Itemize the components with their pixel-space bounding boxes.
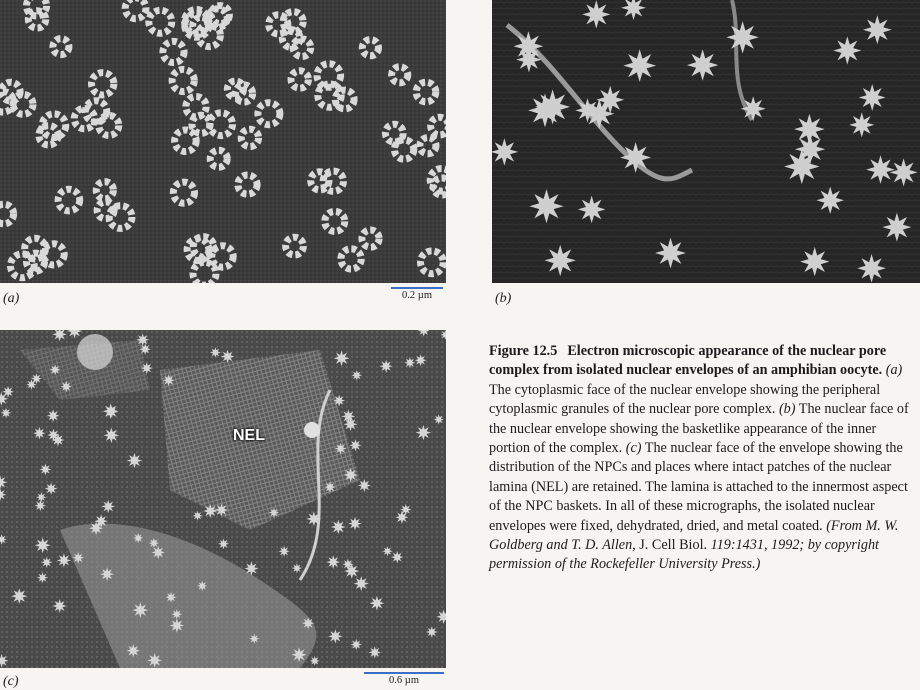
micrograph-a — [0, 0, 446, 283]
caption-credit-rest: 119:1431, 1992; by copyright permission of the Rockefeller University Press.) — [489, 537, 880, 573]
caption-title: Electron microscopic appearance of the nuclear pore complex from isolated nuclear envelopes of an amphibian oocyte. — [489, 343, 887, 379]
panel-label-c: (c) — [3, 674, 19, 689]
nel-annotation: NEL — [233, 427, 265, 444]
scale-bar-c — [364, 672, 444, 686]
caption-a-label: (a) — [885, 362, 903, 379]
panel-label-b: (b) — [495, 291, 512, 306]
caption-c-text: The nuclear face of the envelope showing the distribution of the NPCs and places where intact patches of the nuclear lamina (NEL) are retained. The lamina is attached to the innermost aspect of the NPC baskets. In all of these micrographs, the isolated nuclear envelopes were fixed, dehydrated, dried, and metal coated. — [489, 440, 908, 534]
caption-b-text: The nuclear face of the nuclear envelope showing the basketlike appearance of the inner portion of the complex. — [489, 401, 909, 457]
caption-credit-journal: J. Cell Biol. — [639, 537, 708, 554]
micrograph-b — [492, 0, 920, 283]
caption-credit-from: (From M. W. Goldberg and T. D. Allen, — [489, 517, 899, 554]
micrograph-c — [0, 330, 446, 668]
caption-c-label: (c) — [625, 440, 642, 457]
caption-b-label: (b) — [778, 401, 796, 418]
scale-label-c: 0.6 µm — [389, 675, 419, 686]
figure-caption — [489, 342, 920, 575]
caption-a-text: The cytoplasmic face of the nuclear envelope showing the peripheral cytoplasmic granules of the nuclear pore complex. — [489, 381, 881, 418]
scale-label-a: 0.2 µm — [402, 290, 432, 301]
panel-label-a: (a) — [3, 291, 20, 306]
scale-bar-a — [391, 287, 443, 301]
figure-number: Figure 12.5 — [489, 343, 558, 359]
